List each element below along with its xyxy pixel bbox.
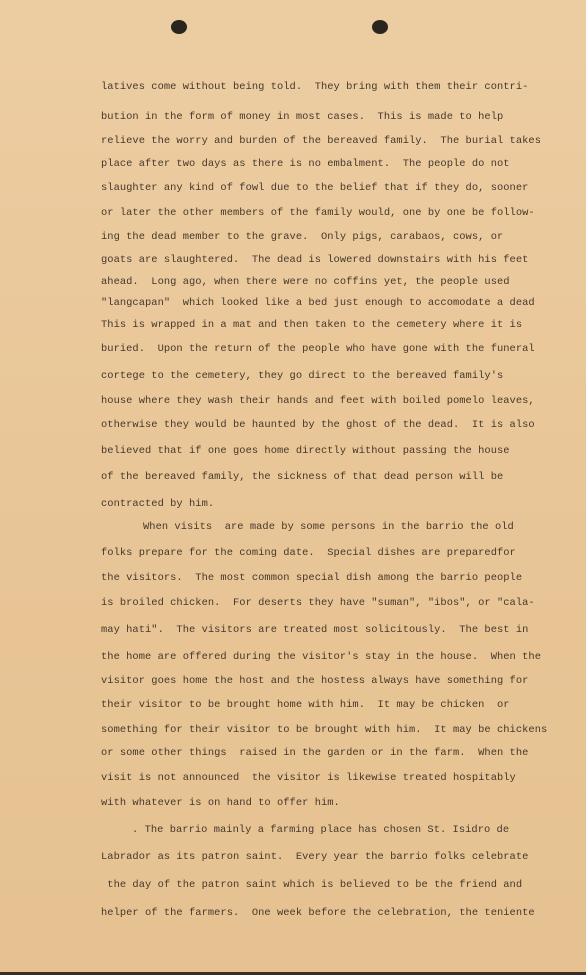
text-line: "langcapan" which looked like a bed just enough to accomodate a dead xyxy=(101,297,535,309)
text-line: visitor goes home the host and the hostess always have something for xyxy=(101,675,529,687)
text-line: may hati". The visitors are treated most solicitously. The best in xyxy=(101,624,529,636)
text-line: or some other things raised in the garden or in the farm. When the xyxy=(101,747,529,759)
text-line: the home are offered during the visitor's stay in the house. When the xyxy=(101,651,541,663)
text-line: . The barrio mainly a farming place has chosen St. Isidro de xyxy=(132,824,510,836)
text-line: with whatever is on hand to offer him. xyxy=(101,797,340,809)
text-line: visit is not announced the visitor is likewise treated hospitably xyxy=(101,772,516,784)
text-line: This is wrapped in a mat and then taken to the cemetery where it is xyxy=(101,319,523,331)
text-line: goats are slaughtered. The dead is lowered downstairs with his feet xyxy=(101,254,529,266)
text-line: latives come without being told. They bring with them their contri- xyxy=(101,81,529,93)
text-line: slaughter any kind of fowl due to the belief that if they do, sooner xyxy=(101,182,529,194)
text-line: helper of the farmers. One week before the celebration, the teniente xyxy=(101,907,535,919)
text-line: cortege to the cemetery, they go direct to the bereaved family's xyxy=(101,370,504,382)
text-line: the visitors. The most common special dish among the barrio people xyxy=(101,572,523,584)
text-line: ahead. Long ago, when there were no coffins yet, the people used xyxy=(101,276,510,288)
text-line: believed that if one goes home directly without passing the house xyxy=(101,445,510,457)
text-line: house where they wash their hands and feet with boiled pomelo leaves, xyxy=(101,395,535,407)
text-line: place after two days as there is no embalment. The people do not xyxy=(101,158,510,170)
text-line: is broiled chicken. For deserts they have "suman", "ibos", or "cala- xyxy=(101,597,535,609)
text-line: contracted by him. xyxy=(101,498,215,510)
text-line: otherwise they would be haunted by the ghost of the dead. It is also xyxy=(101,419,535,431)
text-line: folks prepare for the coming date. Special dishes are preparedfor xyxy=(101,547,516,559)
text-line: bution in the form of money in most cases. This is made to help xyxy=(101,111,504,123)
text-line: ing the dead member to the grave. Only pigs, carabaos, cows, or xyxy=(101,231,504,243)
text-line: their visitor to be brought home with him. It may be chicken or xyxy=(101,699,510,711)
text-line: Labrador as its patron saint. Every year the barrio folks celebrate xyxy=(101,851,529,863)
text-line: When visits are made by some persons in the barrio the old xyxy=(143,521,514,533)
text-line: or later the other members of the family would, one by one be follow- xyxy=(101,207,535,219)
text-line: buried. Upon the return of the people who have gone with the funeral xyxy=(101,343,535,355)
text-line: of the bereaved family, the sickness of that dead person will be xyxy=(101,471,504,483)
text-line: something for their visitor to be brought with him. It may be chickens xyxy=(101,724,548,736)
text-line: relieve the worry and burden of the bereaved family. The burial takes xyxy=(101,135,541,147)
text-line: the day of the patron saint which is believed to be the friend and xyxy=(101,879,523,891)
